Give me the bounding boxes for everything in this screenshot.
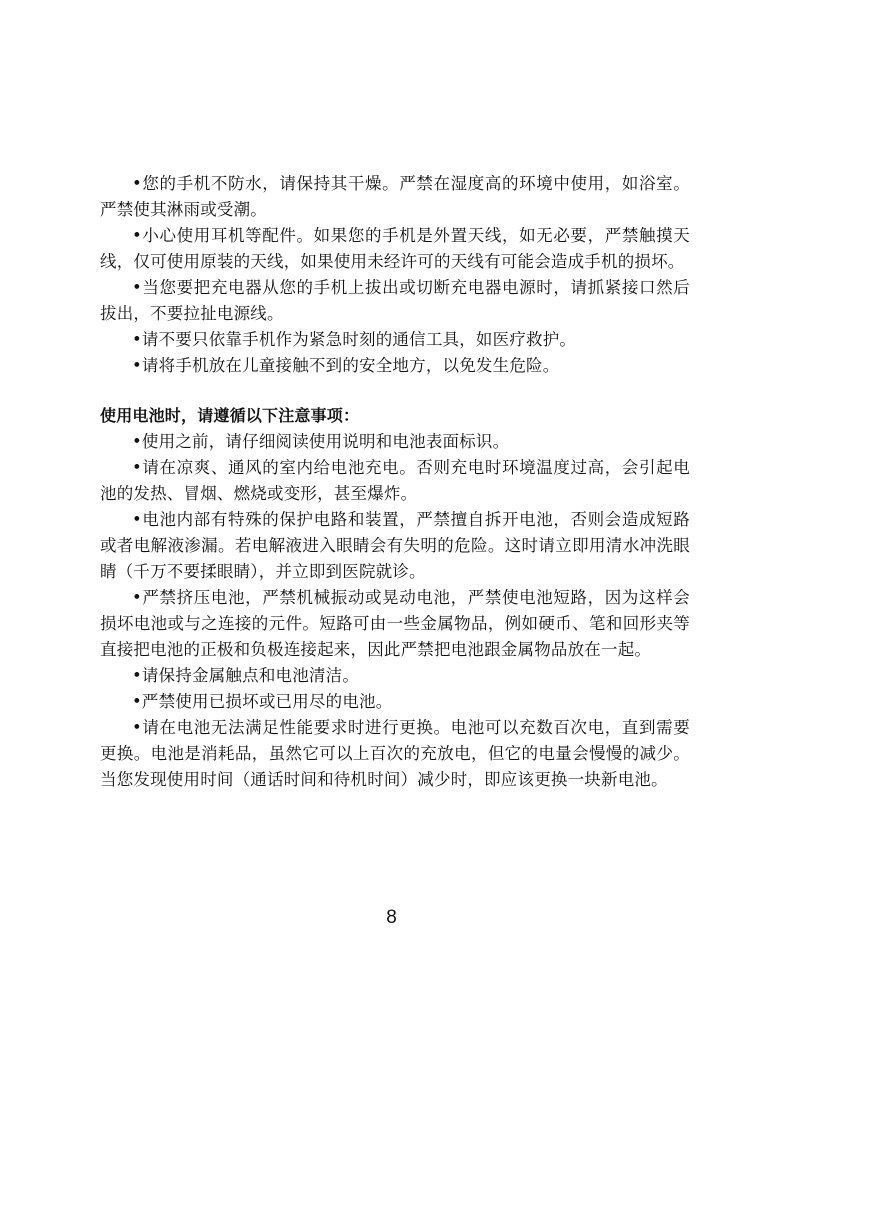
page-number: 8 (386, 907, 397, 928)
list-item: •请将手机放在儿童接触不到的安全地方，以免发生危险。 (132, 356, 560, 375)
list-item: •您的手机不防水，请保持其干燥。严禁在湿度高的环境中使用，如浴室。严禁使其淋雨或受潮。 (100, 174, 690, 219)
list-item: •请不要只依靠手机作为紧急时刻的通信工具，如医疗救护。 (132, 330, 577, 349)
list-item: •请在电池无法满足性能要求时进行更换。电池可以充数百次电，直到需要更换。电池是消耗品，虽然它可以上百次的充放电，但它的电量会慢慢的减少。当您发现使用时间（通话时间和待机时间）减少时，即应该更换一块新电池。 (100, 718, 690, 789)
list-item: •使用之前，请仔细阅读使用说明和电池表面标识。 (132, 432, 510, 451)
list-item: •当您要把充电器从您的手机上拔出或切断充电器电源时，请抓紧接口然后拔出，不要拉扯电源线。 (100, 278, 690, 323)
battery-safety-list (100, 429, 690, 793)
page-content (100, 171, 690, 793)
list-item: •请在凉爽、通风的室内给电池充电。否则充电时环境温度过高，会引起电池的发热、冒烟、燃烧或变形，甚至爆炸。 (100, 458, 690, 503)
list-item: •电池内部有特殊的保护电路和装置，严禁擅自拆开电池，否则会造成短路或者电解液渗漏。若电解液进入眼睛会有失明的危险。这时请立即用清水冲洗眼睛（千万不要揉眼睛），并立即到医院就诊。 (100, 510, 690, 581)
list-item: •小心使用耳机等配件。如果您的手机是外置天线，如无必要，严禁触摸天线，仅可使用原装的天线，如果使用未经许可的天线有可能会造成手机的损坏。 (100, 226, 690, 271)
phone-safety-list (100, 171, 690, 379)
list-item: •请保持金属触点和电池清洁。 (132, 666, 360, 685)
list-item: •严禁使用已损坏或已用尽的电池。 (132, 692, 393, 711)
list-item: •严禁挤压电池，严禁机械振动或晃动电池，严禁使电池短路，因为这样会损坏电池或与之连接的元件。短路可由一些金属物品，例如硬币、笔和回形夹等直接把电池的正极和负极连接起来，因此严禁把电池跟金属物品放在一起。 (100, 588, 690, 659)
battery-section-heading: 使用电池时，请遵循以下注意事项： (100, 406, 360, 425)
